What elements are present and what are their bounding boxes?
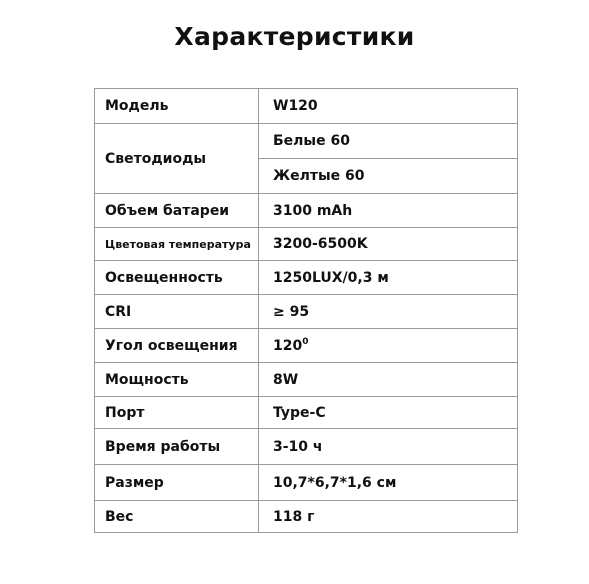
spec-value-battery: 3100 mAh: [259, 194, 518, 228]
spec-value-runtime: 3-10 ч: [259, 429, 518, 465]
spec-value-cri: ≥ 95: [259, 295, 518, 329]
spec-label-port: Порт: [95, 397, 259, 429]
spec-label-model: Модель: [95, 89, 259, 124]
table-row: [95, 228, 518, 261]
spec-value-power: 8W: [259, 363, 518, 397]
spec-value-size: 10,7*6,7*1,6 см: [259, 465, 518, 501]
table-row: [95, 465, 518, 501]
degree-mark: 0: [302, 337, 309, 347]
specifications-table: [94, 88, 518, 533]
table-row: [95, 124, 518, 159]
table-row: [95, 329, 518, 363]
spec-label-color-temperature: Цветовая температура: [95, 228, 259, 261]
table-row: [95, 363, 518, 397]
table-row: [95, 429, 518, 465]
spec-label-power: Мощность: [95, 363, 259, 397]
spec-value-port: Type-C: [259, 397, 518, 429]
table-row: [95, 397, 518, 429]
table-row: [95, 295, 518, 329]
spec-value-color-temperature: 3200-6500K: [259, 228, 518, 261]
table-row: [95, 261, 518, 295]
spec-value-leds-white: Белые 60: [259, 124, 518, 159]
spec-label-leds: Светодиоды: [95, 124, 259, 194]
table-row: [95, 89, 518, 124]
spec-label-battery: Объем батареи: [95, 194, 259, 228]
beam-angle-number: 120: [273, 338, 303, 354]
table-row: [95, 194, 518, 228]
spec-label-size: Размер: [95, 465, 259, 501]
spec-value-weight: 118 г: [259, 501, 518, 533]
spec-value-illuminance: 1250LUX/0,3 м: [259, 261, 518, 295]
spec-label-weight: Вес: [95, 501, 259, 533]
spec-value-leds-yellow: Желтые 60: [259, 159, 518, 194]
page-title: Характеристики: [174, 22, 415, 51]
spec-label-beam-angle: Угол освещения: [95, 329, 259, 363]
spec-label-cri: CRI: [95, 295, 259, 329]
spec-label-runtime: Время работы: [95, 429, 259, 465]
spec-value-model: W120: [259, 89, 518, 124]
spec-label-illuminance: Освещенность: [95, 261, 259, 295]
spec-value-beam-angle: [259, 329, 518, 363]
table-row: [95, 501, 518, 533]
